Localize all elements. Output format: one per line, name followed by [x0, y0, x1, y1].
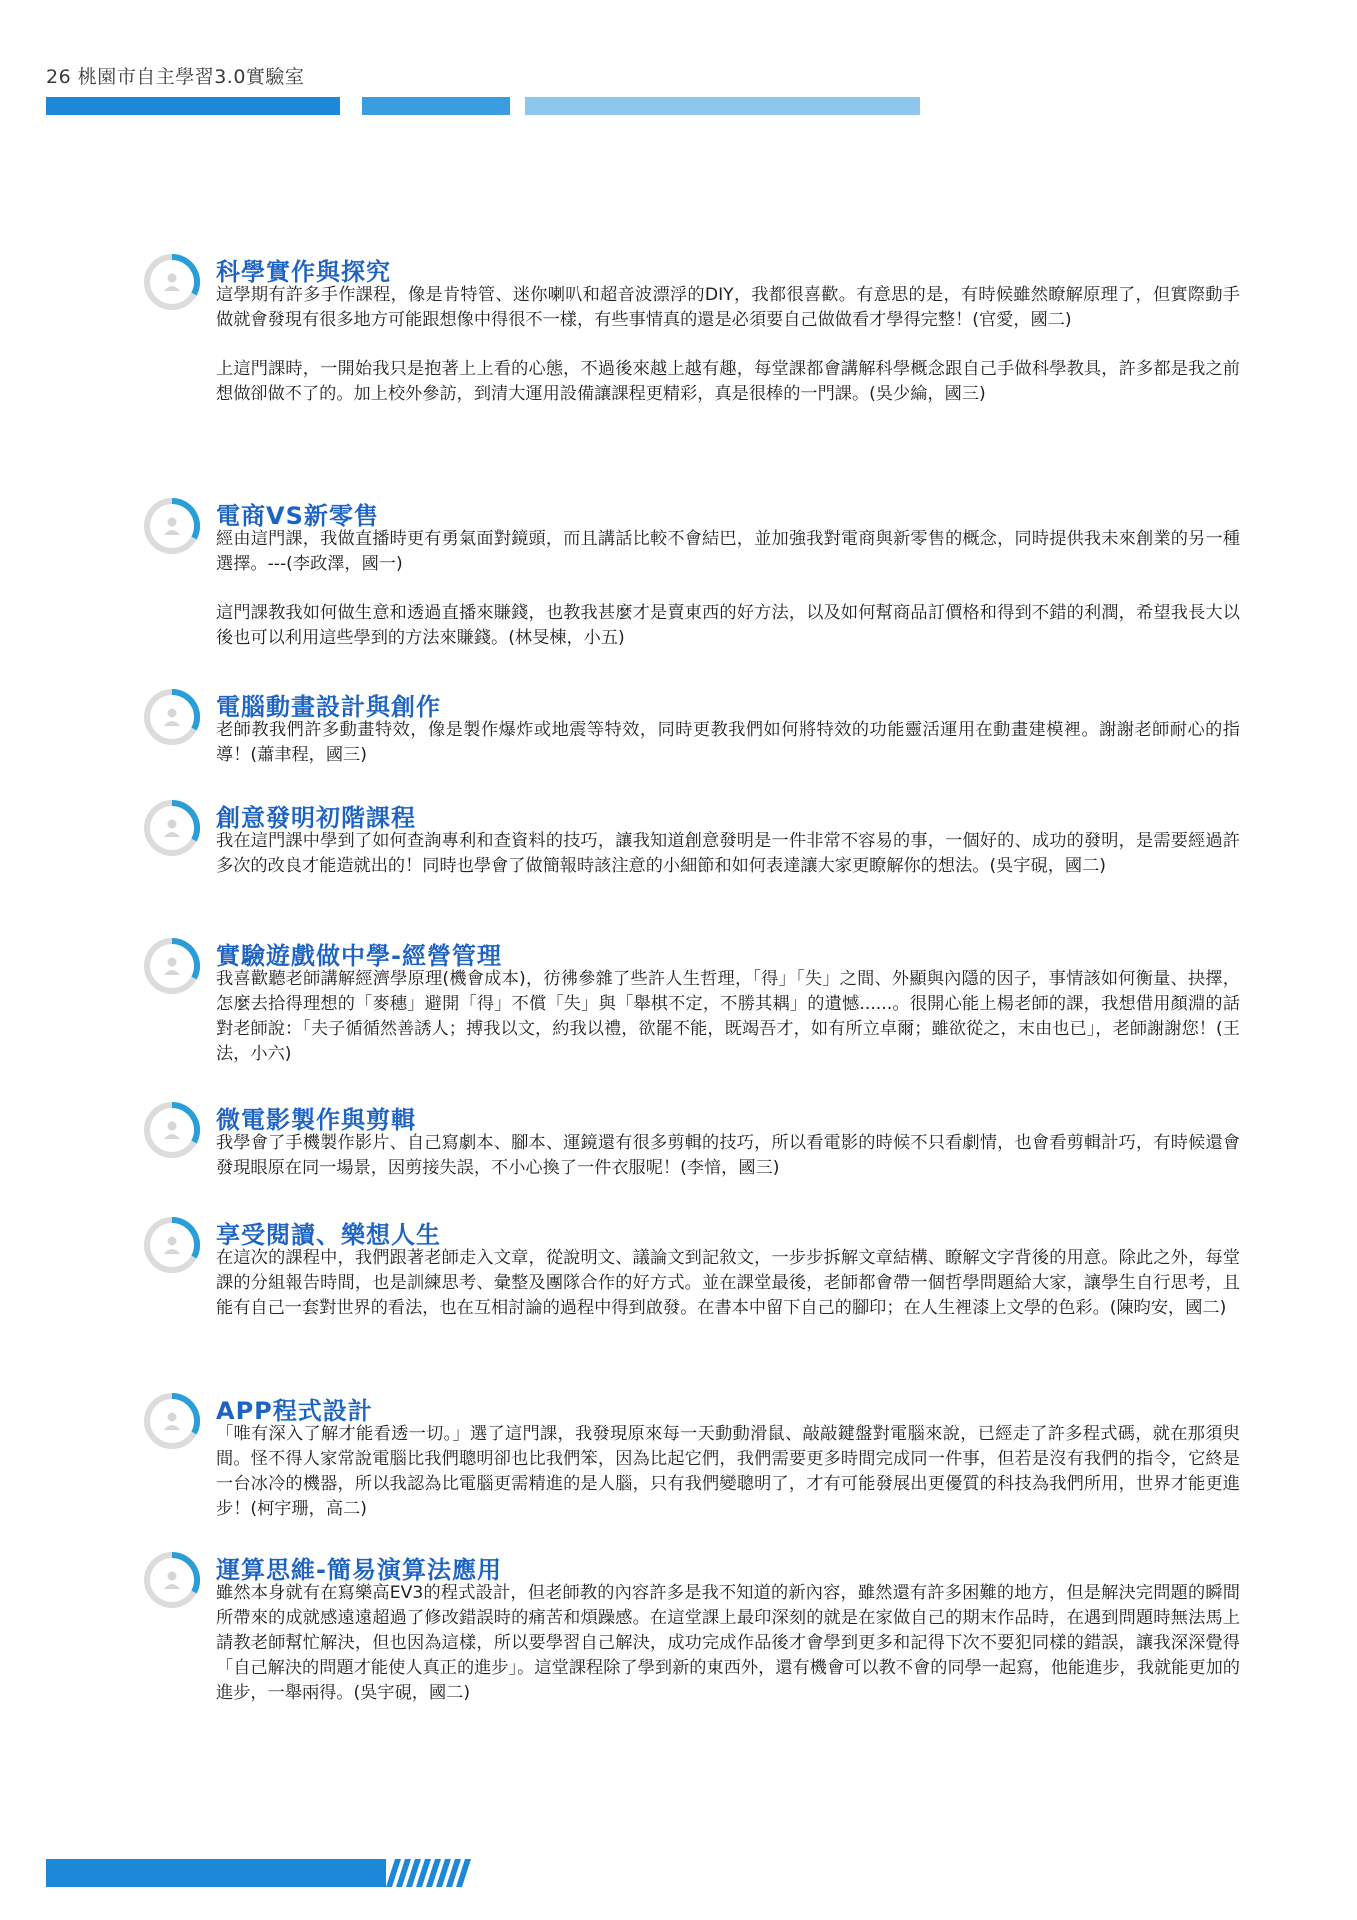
- header-bar-3: [525, 97, 920, 115]
- person-badge-icon: [144, 1102, 200, 1158]
- section-body: [216, 1246, 1240, 1321]
- section-title: 科學實作與探究: [216, 258, 391, 286]
- section-body: [216, 967, 1240, 1067]
- section-title: 實驗遊戲做中學-經營管理: [216, 942, 502, 970]
- header-bar-1: [46, 97, 340, 115]
- testimonial-paragraph: 「唯有深入了解才能看透一切。」選了這門課，我發現原來每一天動動滑鼠、敲敲鍵盤對電腦來說，已經走了許多程式碼，就在那須臾間。怪不得人家常說電腦比我們聰明卻也比我們笨，因為比起它們，我們需要更多時間完成同一件事，但若是沒有我們的指令，它終是一台冰冷的機器，所以我認為比電腦更需精進的是人腦，只有我們變聰明了，才有可能發展出更優質的科技為我們所用，世界才能更進步！(柯宇珊，高二): [216, 1424, 1240, 1519]
- testimonial-paragraph: 我在這門課中學到了如何查詢專利和查資料的技巧，讓我知道創意發明是一件非常不容易的事，一個好的、成功的發明，是需要經過許多次的改良才能造就出的！同時也學會了做簡報時該注意的小細節和如何表達讓大家更瞭解你的想法。(吳宇硯，國二): [216, 831, 1240, 876]
- section-title: 享受閱讀、樂想人生: [216, 1221, 441, 1249]
- testimonial-paragraph: 我學會了手機製作影片、自己寫劇本、腳本、運鏡還有很多剪輯的技巧，所以看電影的時候不只看劇情，也會看剪輯計巧，有時候還會發現眼原在同一場景，因剪接失誤，不小心換了一件衣服呢！(李愔，國三): [216, 1133, 1240, 1178]
- section-body: [216, 283, 1240, 407]
- testimonial-paragraph: 在這次的課程中，我們跟著老師走入文章，從說明文、議論文到記敘文，一步步拆解文章結構、瞭解文字背後的用意。除此之外，每堂課的分組報告時間，也是訓練思考、彙整及團隊合作的好方式。並在課堂最後，老師都會帶一個哲學問題給大家，讓學生自行思考，且能有自己一套對世界的看法，也在互相討論的過程中得到啟發。在書本中留下自己的腳印；在人生裡漆上文學的色彩。(陳昀安，國二): [216, 1248, 1240, 1318]
- testimonial-paragraph: 上這門課時，一開始我只是抱著上上看的心態，不過後來越上越有趣，每堂課都會講解科學概念跟自己手做科學教具，許多都是我之前想做卻做不了的。加上校外參訪，到清大運用設備讓課程更精彩，真是很棒的一門課。(吳少綸，國三): [216, 359, 1240, 404]
- section-body: [216, 527, 1240, 651]
- section-body: [216, 718, 1240, 768]
- section-title: APP程式設計: [216, 1397, 373, 1425]
- section-title: 創意發明初階課程: [216, 804, 416, 832]
- testimonial-paragraph: 這門課教我如何做生意和透過直播來賺錢，也教我甚麼才是賣東西的好方法，以及如何幫商品訂價格和得到不錯的利潤，希望我長大以後也可以利用這些學到的方法來賺錢。(林旻棟，小五): [216, 603, 1240, 648]
- person-badge-icon: [144, 938, 200, 994]
- person-badge-icon: [144, 498, 200, 554]
- page-header-title: 26 桃園市自主學習3.0實驗室: [46, 66, 305, 88]
- testimonial-paragraph: 雖然本身就有在寫樂高EV3的程式設計，但老師教的內容許多是我不知道的新內容，雖然還有許多困難的地方，但是解決完問題的瞬間所帶來的成就感遠遠超過了修改錯誤時的痛苦和煩躁感。在這堂課上最印深刻的就是在家做自己的期末作品時，在遇到問題時無法馬上請教老師幫忙解決，但也因為這樣，所以要學習自己解決，成功完成作品後才會學到更多和記得下次不要犯同樣的錯誤，讓我深深覺得「自己解決的問題才能使人真正的進步」。這堂課程除了學到新的東西外，還有機會可以教不會的同學一起寫，他能進步，我就能更加的進步，一舉兩得。(吳宇硯，國二): [216, 1583, 1240, 1703]
- section-title: 微電影製作與剪輯: [216, 1106, 416, 1134]
- person-badge-icon: [144, 1552, 200, 1608]
- section-body: [216, 1131, 1240, 1181]
- section-title: 電腦動畫設計與創作: [216, 693, 441, 721]
- person-badge-icon: [144, 1217, 200, 1273]
- testimonial-paragraph: 我喜歡聽老師講解經濟學原理(機會成本)，彷彿參雜了些許人生哲理，「得」「失」之間、外顯與內隱的因子，事情該如何衡量、抉擇，怎麼去拾得理想的「麥穗」避開「得」不償「失」與「舉棋不定，不勝其耦」的遺憾......。很開心能上楊老師的課，我想借用顏淵的話對老師說：「夫子循循然善誘人；搏我以文，約我以禮，欲罷不能，既竭吾才，如有所立卓爾；雖欲從之，末由也已」，老師謝謝您！(王法，小六): [216, 969, 1240, 1064]
- section-body: [216, 829, 1240, 879]
- section-body: [216, 1422, 1240, 1522]
- person-badge-icon: [144, 1393, 200, 1449]
- section-title: 電商VS新零售: [216, 502, 379, 530]
- testimonial-paragraph: 經由這門課，我做直播時更有勇氣面對鏡頭，而且講話比較不會結巴，並加強我對電商與新零售的概念，同時提供我未來創業的另一種選擇。---(李政澤，國一): [216, 529, 1240, 574]
- section-title: 運算思維-簡易演算法應用: [216, 1556, 502, 1584]
- person-badge-icon: [144, 689, 200, 745]
- person-badge-icon: [144, 254, 200, 310]
- section-body: [216, 1581, 1240, 1706]
- footer-stripes-decoration: [386, 1859, 480, 1887]
- testimonial-paragraph: 這學期有許多手作課程，像是肯特管、迷你喇叭和超音波漂浮的DIY，我都很喜歡。有意思的是，有時候雖然瞭解原理了，但實際動手做就會發現有很多地方可能跟想像中得很不一樣，有些事情真的還是必須要自己做做看才學得完整！(官愛，國二): [216, 285, 1240, 330]
- testimonial-paragraph: 老師教我們許多動畫特效，像是製作爆炸或地震等特效，同時更教我們如何將特效的功能靈活運用在動畫建模裡。謝謝老師耐心的指導！(蕭聿程，國三): [216, 720, 1240, 765]
- footer-bar: [46, 1859, 386, 1887]
- header-bar-2: [362, 97, 510, 115]
- person-badge-icon: [144, 800, 200, 856]
